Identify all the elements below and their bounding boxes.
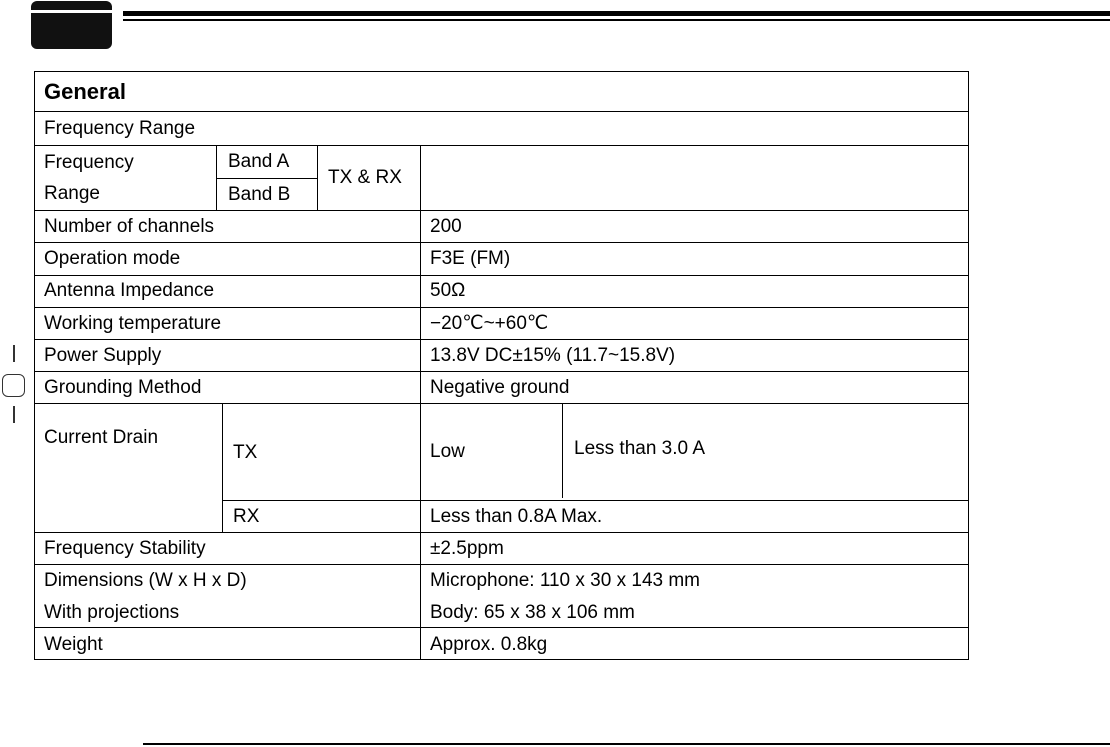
- row-divider: [34, 145, 969, 146]
- table-border-right: [968, 71, 969, 660]
- working-temperature-value: −20℃~+60℃: [430, 313, 549, 334]
- frequency-stability-value: ±2.5ppm: [430, 538, 504, 559]
- table-border-top: [34, 71, 969, 72]
- margin-bar-bottom: [13, 406, 15, 423]
- row-divider: [34, 532, 969, 533]
- footer-rule: [143, 743, 1110, 745]
- current-drain-low-value: Less than 3.0 A: [574, 438, 705, 459]
- channels-label: Number of channels: [44, 216, 215, 237]
- col-divider: [222, 403, 223, 533]
- current-drain-rx-value: Less than 0.8A Max.: [430, 506, 603, 527]
- grounding-method-value: Negative ground: [430, 377, 570, 398]
- page-marker-icon: [2, 374, 25, 397]
- col-divider: [562, 403, 563, 498]
- current-drain-low: Low: [430, 441, 465, 462]
- current-drain-tx: TX: [233, 442, 258, 463]
- row-divider: [34, 339, 969, 340]
- row-divider: [34, 111, 969, 112]
- tx-rx-label: TX & RX: [328, 167, 402, 188]
- operation-mode-value: F3E (FM): [430, 248, 511, 269]
- dimensions-label: Dimensions (W x H x D): [44, 570, 247, 591]
- dimensions-body-value: Body: 65 x 38 x 106 mm: [430, 602, 635, 623]
- drain-rx-divider: [222, 500, 969, 501]
- section-heading: General: [44, 79, 126, 104]
- current-drain-rx: RX: [233, 506, 260, 527]
- header-rule-thin: [123, 19, 1110, 21]
- antenna-impedance-label: Antenna Impedance: [44, 280, 215, 301]
- col-divider: [317, 145, 318, 211]
- row-divider: [34, 210, 969, 211]
- row-divider: [34, 371, 969, 372]
- band-a-label: Band A: [228, 151, 290, 172]
- grounding-method-label: Grounding Method: [44, 377, 202, 398]
- frequency-label: Frequency: [44, 152, 134, 173]
- weight-value: Approx. 0.8kg: [430, 634, 548, 655]
- weight-label: Weight: [44, 634, 103, 655]
- table-border-bottom: [34, 659, 969, 660]
- frequency-stability-label: Frequency Stability: [44, 538, 206, 559]
- frequency-range-title: Frequency Range: [44, 118, 196, 139]
- current-drain-label: Current Drain: [44, 427, 159, 448]
- band-b-label: Band B: [228, 184, 291, 205]
- row-divider: [34, 307, 969, 308]
- dimensions-projections-label: With projections: [44, 602, 180, 623]
- col-divider: [216, 145, 217, 211]
- col-divider: [420, 145, 421, 211]
- row-divider: [34, 564, 969, 565]
- working-temperature-label: Working temperature: [44, 313, 222, 334]
- power-supply-value: 13.8V DC±15% (11.7~15.8V): [430, 345, 676, 366]
- dimensions-microphone-value: Microphone: 110 x 30 x 143 mm: [430, 570, 701, 591]
- row-divider: [34, 242, 969, 243]
- band-divider: [216, 178, 317, 179]
- operation-mode-label: Operation mode: [44, 248, 181, 269]
- row-divider: [34, 627, 969, 628]
- power-supply-label: Power Supply: [44, 345, 162, 366]
- chapter-tab-icon: [31, 1, 112, 49]
- header-rule: [123, 11, 1110, 16]
- table-border-left: [34, 71, 35, 660]
- margin-bar-top: [13, 345, 15, 362]
- range-label: Range: [44, 183, 100, 204]
- row-divider: [34, 403, 969, 404]
- row-divider: [34, 275, 969, 276]
- channels-value: 200: [430, 216, 462, 237]
- col-divider: [420, 210, 421, 660]
- antenna-impedance-value: 50Ω: [430, 280, 466, 301]
